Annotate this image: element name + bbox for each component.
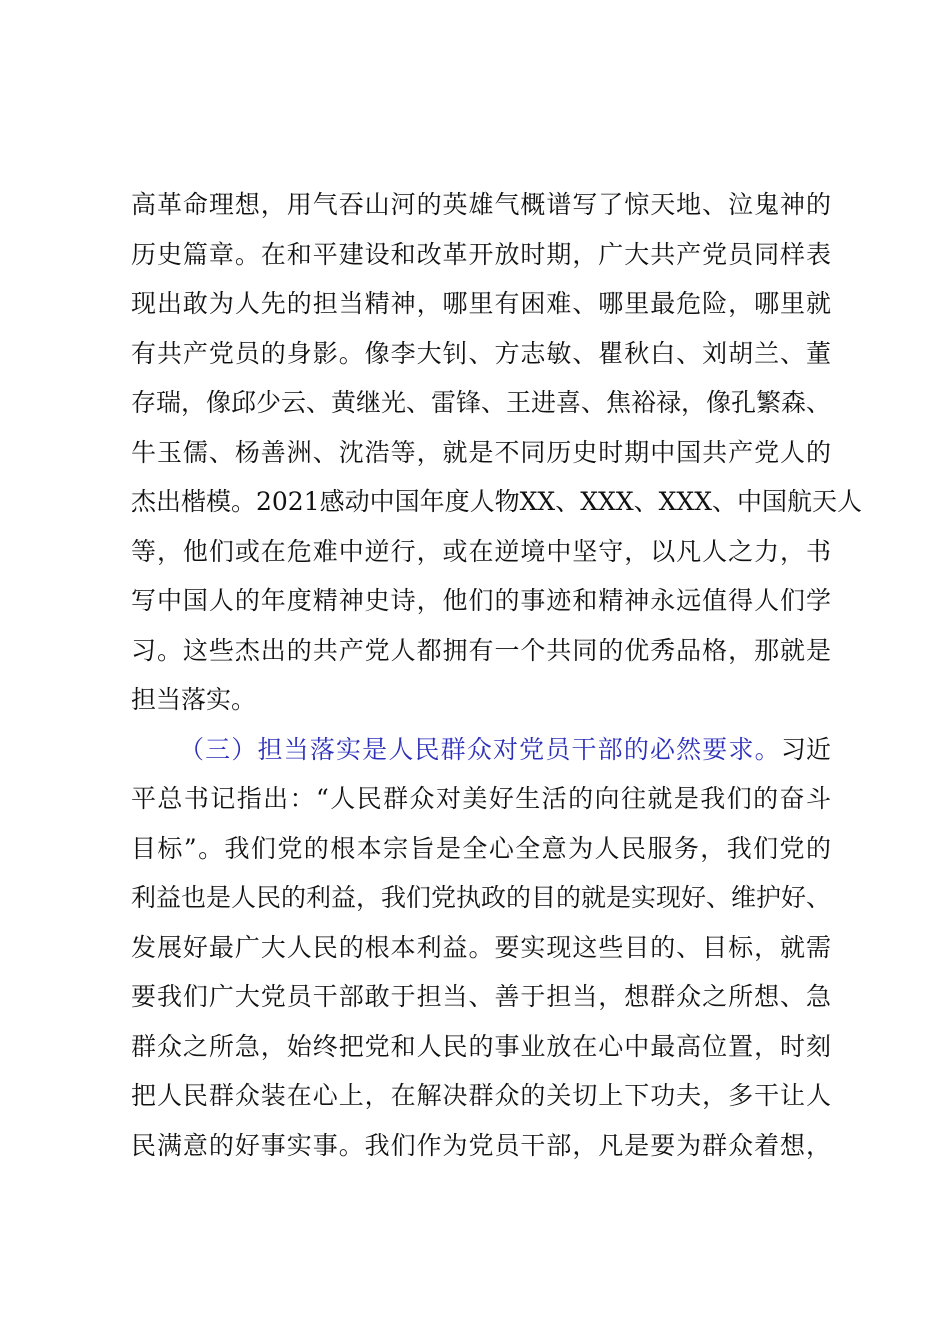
text-line: 目标”。我们党的根本宗旨是全心全意为人民服务，我们党的: [131, 833, 831, 863]
text-line: 牛玉儒、杨善洲、沈浩等，就是不同历史时期中国共产党人的: [131, 437, 831, 467]
text-line: 民满意的好事实事。我们作为党员干部，凡是要为群众着想，: [131, 1130, 831, 1160]
text-line: 发展好最广大人民的根本利益。要实现这些目的、目标，就需: [131, 932, 831, 962]
text-span: 习近: [780, 734, 831, 764]
text-line: 有共产党员的身影。像李大钊、方志敏、瞿秋白、刘胡兰、董: [131, 338, 831, 368]
text-line: 群众之所急，始终把党和人民的事业放在心中最高位置，时刻: [131, 1031, 831, 1061]
text-line: 利益也是人民的利益，我们党执政的目的就是实现好、维护好、: [131, 883, 832, 912]
text-line: 高革命理想，用气吞山河的英雄气概谱写了惊天地、泣鬼神的: [131, 190, 831, 219]
section-heading: （三）担当落实是人民群众对党员干部的必然要求。: [179, 734, 781, 764]
text-line: 历史篇章。在和平建设和改革开放时期，广大共产党员同样表: [131, 239, 831, 269]
text-line: 把人民群众装在心上，在解决群众的关切上下功夫，多干让人: [131, 1081, 831, 1110]
text-line: 担当落实。: [131, 685, 257, 714]
text-line: 写中国人的年度精神史诗，他们的事迹和精神永远值得人们学: [131, 586, 831, 615]
paragraph-2-first-line: [131, 725, 831, 775]
text-line: 习。这些杰出的共产党人都拥有一个共同的优秀品格，那就是: [131, 635, 831, 665]
text-line: 等，他们或在危难中逆行，或在逆境中坚守，以凡人之力，书: [131, 536, 831, 566]
paragraph-1: [131, 180, 863, 725]
body-text: [131, 180, 863, 1170]
text-line: 现出敢为人先的担当精神，哪里有困难、哪里最危险，哪里就: [131, 289, 831, 318]
text-line: 杰出楷模。2021感动中国年度人物XX、XXX、XXX、中国航天人: [131, 487, 863, 516]
text-line: 存瑞，像邱少云、黄继光、雷锋、王进喜、焦裕禄，像孔繁森、: [131, 388, 832, 417]
text-line: 平总书记指出：“人民群众对美好生活的向往就是我们的奋斗: [131, 784, 831, 813]
paragraph-2: [131, 725, 831, 1171]
text-line: 要我们广大党员干部敢于担当、善于担当，想群众之所想、急: [131, 982, 831, 1011]
